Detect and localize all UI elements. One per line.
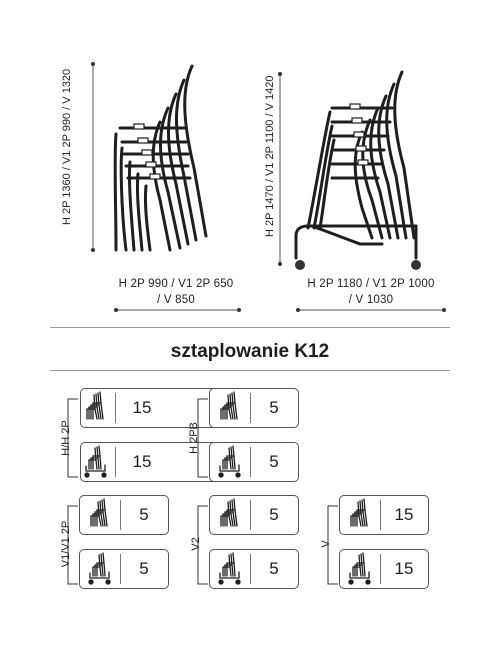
left-horizontal-dimension-line2: / V 850 <box>157 294 195 306</box>
right-horizontal-dimension-line2: / V 1030 <box>348 294 394 306</box>
stacked-chairs-icon <box>215 496 243 534</box>
right-horizontal-dimension-line1: H 2P 1180 / V1 2P 1000 <box>307 278 435 290</box>
divider-top <box>50 327 450 328</box>
stacked-chairs-icon <box>85 496 113 534</box>
trolley-count-card <box>209 549 299 589</box>
trolley-count: 5 <box>269 559 279 578</box>
divider-bottom <box>50 370 450 371</box>
stack-count-card <box>209 388 299 428</box>
trolley-count-card <box>79 549 169 589</box>
trolley-count-card <box>209 442 299 482</box>
stack-count: 15 <box>132 398 152 417</box>
right-vertical-dimension: H 2P 1470 / V1 2P 1100 / V 1420 <box>264 75 276 237</box>
stack-count: 15 <box>394 505 414 524</box>
stacking-trolley-icon <box>85 550 113 588</box>
stack-count-card <box>339 495 429 535</box>
left-vertical-dimension: H 2P 1360 / V1 2P 990 / V 1320 <box>61 68 73 225</box>
stacked-chairs-icon <box>215 389 243 427</box>
page-title: sztaplowanie K12 <box>170 341 330 362</box>
trolley-count: 5 <box>139 559 149 578</box>
stacking-trolley-icon <box>345 550 373 588</box>
stack-count-card <box>79 495 169 535</box>
left-horizontal-dimension-line1: H 2P 990 / V1 2P 650 <box>118 278 234 290</box>
stacking-trolley-icon <box>81 443 109 481</box>
trolley-count: 5 <box>269 452 279 471</box>
stack-count: 5 <box>269 505 279 524</box>
stacked-chairs-icon <box>81 389 109 427</box>
stack-count: 5 <box>269 398 279 417</box>
stacked-chairs-icon <box>345 496 373 534</box>
trolley-count: 15 <box>394 559 414 578</box>
stack-count: 5 <box>139 505 149 524</box>
group-label: V2 <box>190 537 202 551</box>
stacking-trolley-icon <box>215 443 243 481</box>
stack-count-card <box>209 495 299 535</box>
trolley-count-card <box>339 549 429 589</box>
group-label: V <box>320 540 332 548</box>
group-label: H 2PB <box>188 422 200 454</box>
stacking-trolley-icon <box>215 550 243 588</box>
group-label: V1/V1 2P <box>60 520 72 568</box>
trolley-count: 15 <box>132 452 152 471</box>
group-label: H/H 2P <box>60 420 72 456</box>
